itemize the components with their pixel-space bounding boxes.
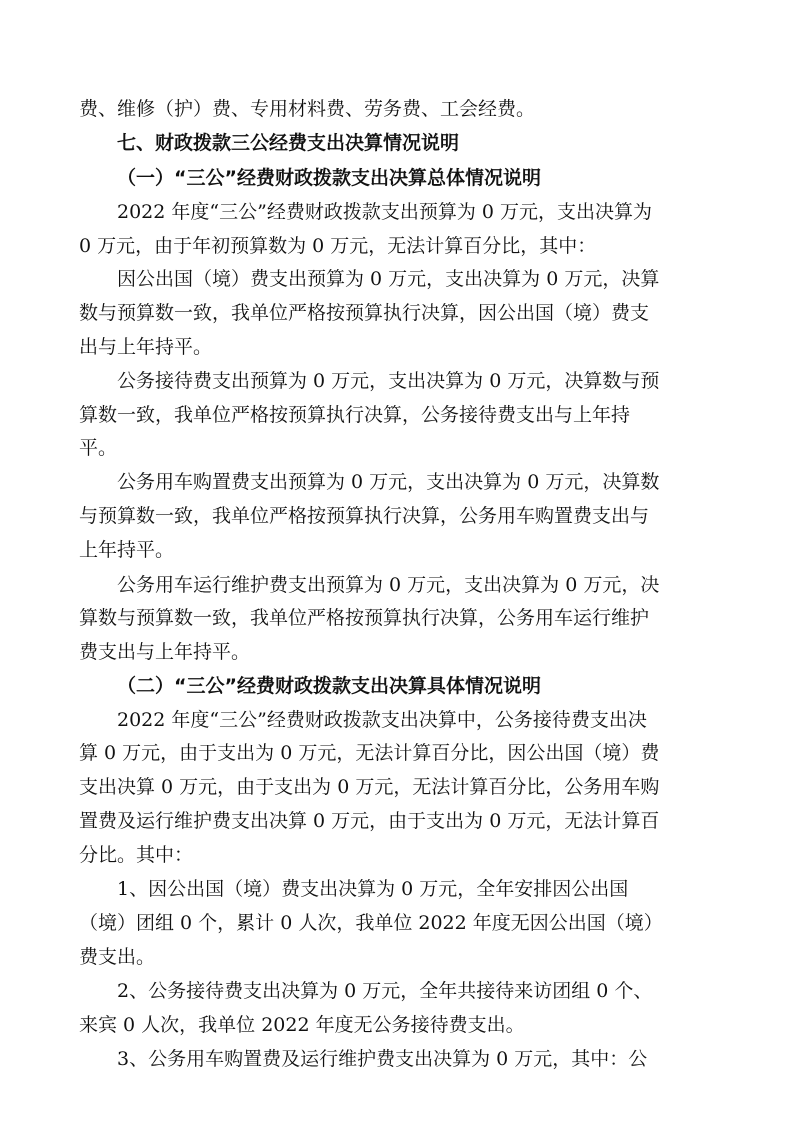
paragraph-line: 费、维修（护）费、专用材料费、劳务费、工会经费。: [79, 98, 536, 120]
paragraph-line: 数与预算数一致，我单位严格按预算执行决算，因公出国（境）费支: [79, 302, 650, 324]
paragraph-line: 算 0 万元，由于支出为 0 万元，无法计算百分比，因公出国（境）费: [79, 742, 660, 764]
paragraph-line: 公务接待费支出预算为 0 万元，支出决算为 0 万元，决算数与预: [117, 370, 660, 392]
paragraph-line: 平。: [79, 437, 118, 459]
paragraph-line: 费支出与上年持平。: [79, 641, 251, 663]
paragraph-line: 算数与预算数一致，我单位严格按预算执行决算，公务用车运行维护: [79, 607, 650, 629]
paragraph-line: 2、公务接待费支出决算为 0 万元，全年共接待来访团组 0 个、: [117, 980, 653, 1002]
paragraph-line: 因公出国（境）费支出预算为 0 万元，支出决算为 0 万元，决算: [117, 268, 660, 290]
paragraph-line: 2022 年度“三公”经费财政拨款支出预算为 0 万元，支出决算为: [117, 201, 652, 223]
paragraph-line: 2022 年度“三公”经费财政拨款支出决算中，公务接待费支出决: [117, 709, 647, 731]
paragraph-line: 3、公务用车购置费及运行维护费支出决算为 0 万元，其中：公: [117, 1048, 648, 1070]
section-heading: （一）“三公”经费财政拨款支出决算总体情况说明: [117, 167, 541, 189]
paragraph-line: 来宾 0 人次，我单位 2022 年度无公务接待费支出。: [79, 1014, 525, 1036]
paragraph-line: （境）团组 0 个，累计 0 人次，我单位 2022 年度无因公出国（境）: [79, 912, 663, 934]
section-heading: （二）“三公”经费财政拨款支出决算具体情况说明: [117, 675, 541, 697]
paragraph-line: 上年持平。: [79, 539, 175, 561]
section-heading: 七、财政拨款三公经费支出决算情况说明: [117, 132, 460, 154]
paragraph-line: 算数一致，我单位严格按预算执行决算，公务接待费支出与上年持: [79, 404, 631, 426]
paragraph-line: 与预算数一致，我单位严格按预算执行决算，公务用车购置费支出与: [79, 505, 650, 527]
paragraph-line: 费支出。: [79, 946, 156, 968]
paragraph-line: 公务用车运行维护费支出预算为 0 万元，支出决算为 0 万元，决: [117, 574, 660, 596]
paragraph-line: 置费及运行维护费支出决算 0 万元，由于支出为 0 万元，无法计算百: [79, 810, 660, 832]
paragraph-line: 分比。其中：: [79, 844, 194, 866]
paragraph-line: 出与上年持平。: [79, 336, 213, 358]
paragraph-line: 支出决算 0 万元，由于支出为 0 万元，无法计算百分比，公务用车购: [79, 776, 660, 798]
paragraph-line: 公务用车购置费支出预算为 0 万元，支出决算为 0 万元，决算数: [117, 471, 660, 493]
paragraph-line: 0 万元，由于年初预算数为 0 万元，无法计算百分比，其中：: [79, 235, 597, 257]
paragraph-line: 1、因公出国（境）费支出决算为 0 万元，全年安排因公出国: [117, 878, 629, 900]
